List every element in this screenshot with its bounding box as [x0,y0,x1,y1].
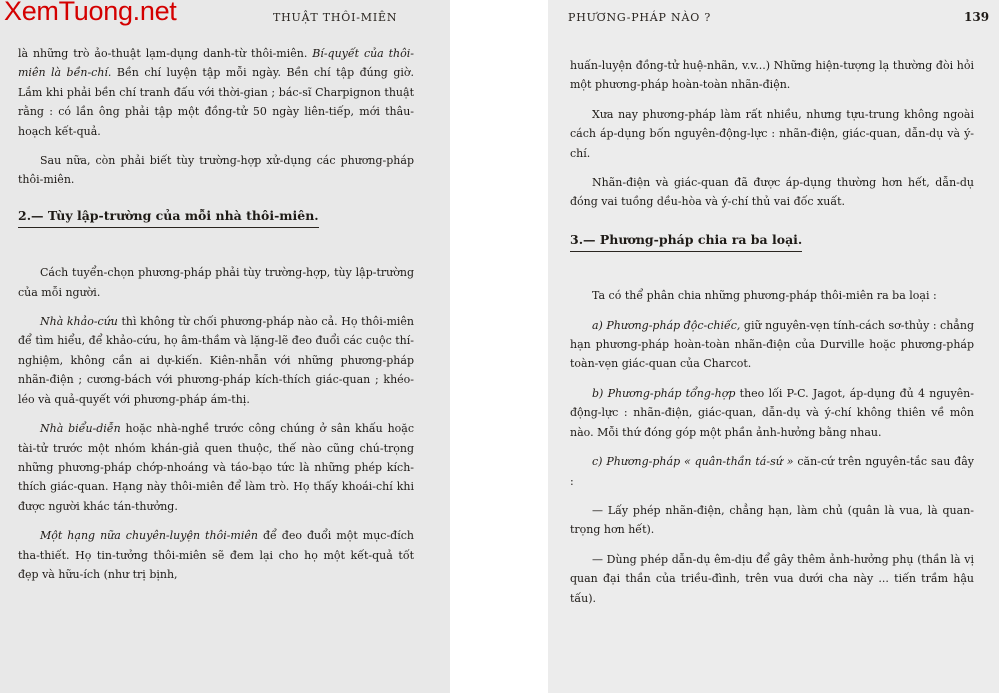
page-gutter [450,0,548,693]
paragraph: Ta có thể phân chia những phương-pháp thôi-miên ra ba loại : [592,289,937,303]
section-heading: 3.— Phương-pháp chia ra ba loại. [570,230,802,252]
page-number: 139 [964,10,990,24]
paragraph: Sau nữa, còn phải biết tùy trường-hợp xử-dụng các phương-pháp thôi-miên. [18,154,414,187]
paragraph: — Dùng phép dẫn-dụ êm-dịu để gây thêm ảnh-hưởng phụ (thần là vị quan đại thần của triều-đình, trên vua dưới cha này ... tiến trầm hậu tấu). [570,552,974,605]
section-heading: 2.— Tùy lập-trường của mỗi nhà thôi-miên. [18,206,319,228]
paragraph: Cách tuyển-chọn phương-pháp phải tùy trường-hợp, tùy lập-trường của mỗi người. [18,266,414,299]
left-page-text [18,44,414,594]
right-page-text [570,56,974,618]
paragraph: Nhãn-điện và giác-quan đã được áp-dụng thường hơn hết, dẫn-dụ đóng vai tuồng dều-hòa và ý-chí thủ vai đốc xuất. [570,176,974,209]
paragraph: Nhà khảo-cứu thì không từ chối phương-pháp nào cả. Họ thôi-miên để tìm hiểu, để khảo-cứu, họ âm-thầm và lặng-lẽ đeo đuổi các cuộc thí-nghiệm, không cần ai dự-kiến. Kiên-nhẫn với những phương-pháp nhãn-điện ; cương-bách với phương-pháp kích-thích giác-quan ; khéo-léo và quả-quyết với phương-pháp ám-thị. [18,315,414,406]
paragraph: Nhà biểu-diễn hoặc nhà-nghề trước công chúng ở sân khấu hoặc tài-tử trước một nhóm khán-giả quen thuộc, thế nào cũng chú-trọng những phương-pháp chớp-nhoáng và táo-bạo tức là những phép kích-thích giác-quan. Hạng này thôi-miên để làm trò. Họ thấy khoái-chí khi được người khác tán-thưởng. [18,422,415,513]
paragraph: Một hạng nữa chuyên-luyện thôi-miên để đeo đuổi một mục-đích tha-thiết. Họ tin-tưởng thôi-miên sẽ đem lại cho họ một kết-quả tốt đẹp và hữu-ích (như trị bịnh, [18,529,414,581]
left-page [0,0,450,693]
watermark-logo: XemTuong.net [4,0,177,26]
paragraph: huấn-luyện đồng-tử huệ-nhãn, v.v...) Những hiện-tượng lạ thường đòi hỏi một phương-pháp hoàn-toàn nhãn-điện. [570,59,974,92]
running-head-left: THUẬT THÔI-MIÊN [273,11,398,24]
paragraph: b) Phương-pháp tổng-hợp theo lối P-C. Jagot, áp-dụng đủ 4 nguyên-động-lực : nhãn-điện, giác-quan, dẫn-dụ và ý-chí không thiên về môn nào. Mỗi thứ đóng góp một phần ảnh-hưởng bằng nhau. [570,386,974,439]
running-head-right: PHƯƠNG-PHÁP NÀO ? [568,11,712,24]
paragraph: c) Phương-pháp « quân-thần tá-sứ » căn-cứ trên nguyên-tắc sau đây : [570,455,974,488]
paragraph: — Lấy phép nhãn-điện, chẳng hạn, làm chủ (quân là vua, là quan-trọng hơn hết). [570,503,974,537]
right-page [548,0,999,693]
paragraph: a) Phương-pháp độc-chiếc, giữ nguyên-vẹn tính-cách sơ-thủy : chẳng hạn phương-pháp hoàn-toàn nhãn-điện của Durville hoặc phương-pháp toàn-vẹn giác-quan của Charcot. [570,318,974,371]
paragraph: là những trò ảo-thuật lạm-dụng danh-từ thôi-miên. Bí-quyết của thôi-miên là bền-chí. Bền chí luyện tập mỗi ngày. Bền chí tập đúng giờ. Lắm khi phải bền chí tranh đấu với thời-gian ; bác-sĩ Charpignon thuật rằng : có lần ông phải tập một đồng-tử 50 ngày liên-tiếp, mới thâu-hoạch kết-quả. [18,47,415,138]
paragraph: Xưa nay phương-pháp làm rất nhiều, nhưng tựu-trung không ngoài cách áp-dụng bốn nguyên-động-lực : nhãn-điện, giác-quan, dẫn-dụ và ý-chí. [570,107,974,160]
